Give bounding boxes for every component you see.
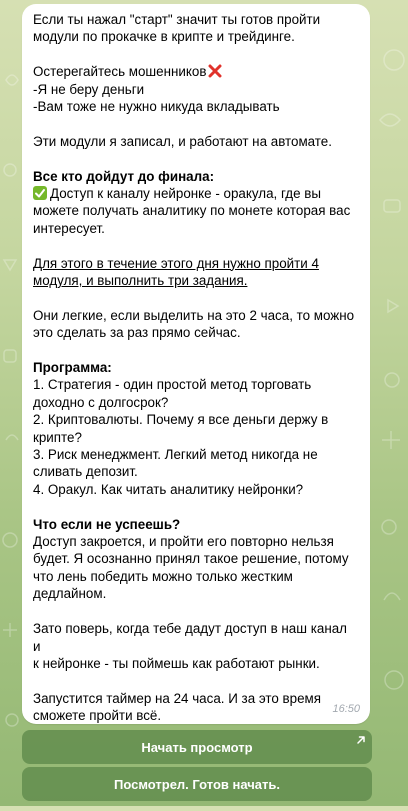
message-line: 4. Оракул. Как читать аналитику нейронки? <box>33 481 304 497</box>
section-heading: Программа: <box>33 360 112 376</box>
message-line: что лень победить можно только жестким <box>33 568 293 584</box>
watched-ready-label: Посмотрел. Готов начать. <box>113 776 280 792</box>
section-heading: Что если не успеешь? <box>33 516 181 532</box>
watched-ready-button[interactable] <box>22 767 372 801</box>
message-line: Эти модули я записал, и работают на автомате. <box>33 133 332 149</box>
message-line: доходно с долгосрок? <box>33 394 169 410</box>
message-line: Зато поверь, когда тебе дадут доступ в наш канал и <box>33 621 347 654</box>
message-line: сливать депозит. <box>33 464 138 480</box>
message-line: модули по прокачке в крипте и трейдинге. <box>33 29 295 45</box>
message-line: интересует. <box>33 220 105 236</box>
message-line: Остерегайтесь мошенников <box>33 63 356 80</box>
underlined-line: модуля, и выполнить три задания. <box>33 273 248 289</box>
cross-mark-emoji-icon <box>208 64 222 78</box>
check-mark-emoji-icon <box>33 186 47 200</box>
message-line: дедлайном. <box>33 586 107 602</box>
message-line: сможете пройти всё. <box>33 708 162 724</box>
message-line: Доступ закроется, и пройти его повторно нельзя <box>33 534 334 550</box>
message-line: будет. Я осознанно принял такое решение, потому <box>33 551 349 567</box>
message-line: 1. Стратегия - один простой метод торговать <box>33 377 312 393</box>
message-line: -Вам тоже не нужно никуда вкладывать <box>33 99 280 115</box>
message-line: Запустится таймер на 24 часа. И за это время <box>33 690 322 706</box>
message-line: Доступ к каналу нейронке - оракула, где вы <box>33 185 356 202</box>
message-line: 2. Криптовалюты. Почему я все деньги держу в <box>33 412 329 428</box>
underlined-line: Для этого в течение этого дня нужно пройти 4 <box>33 255 319 271</box>
arrow-up-right-icon <box>356 735 366 745</box>
message-line: Они легкие, если выделить на это 2 часа, то можно <box>33 307 355 323</box>
message-line: 3. Риск менеджмент. Легкий метод никогда не <box>33 447 318 463</box>
message-line: -Я не беру деньги <box>33 81 145 97</box>
message-line: можете получать аналитику по монете которая вас <box>33 203 351 219</box>
start-watch-label: Начать просмотр <box>141 739 253 755</box>
section-heading: Все кто дойдут до финала: <box>33 168 215 184</box>
message-line: крипте? <box>33 429 82 445</box>
message-line: Если ты нажал "старт" значит ты готов пройти <box>33 12 321 27</box>
message-line: к нейронке - ты поймешь как работают рынки. <box>33 655 320 671</box>
message-line: это сделать за раз прямо сейчас. <box>33 325 241 341</box>
message-bubble <box>22 4 370 724</box>
message-time: 16:50 <box>332 702 360 715</box>
start-watch-button[interactable] <box>22 730 372 764</box>
